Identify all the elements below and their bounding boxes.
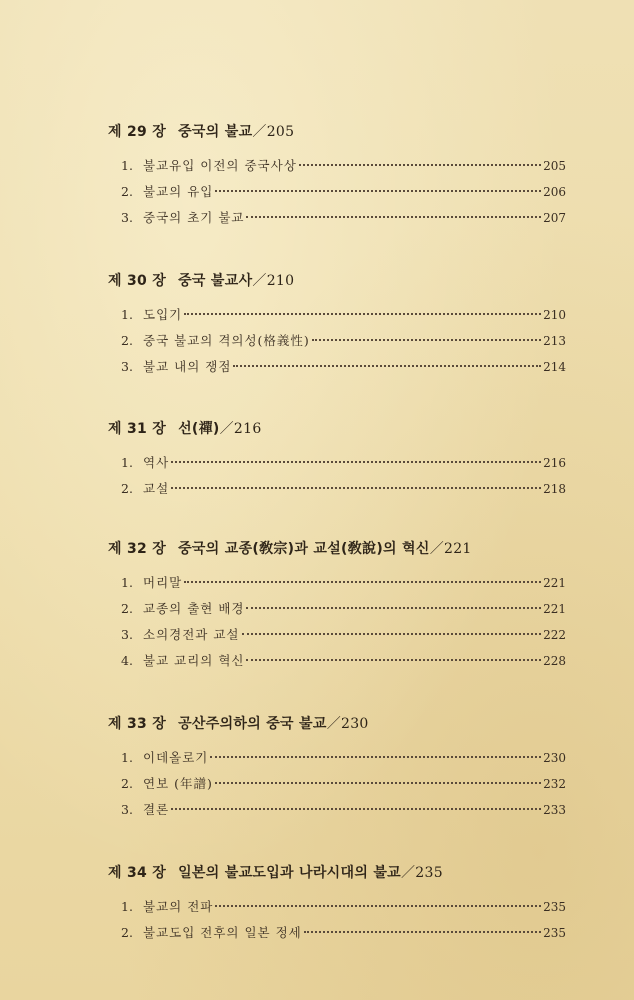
chapter-label: 제 31 장	[108, 421, 167, 437]
dot-leader	[215, 905, 541, 907]
chapter-29	[108, 120, 566, 231]
toc-entry	[108, 894, 566, 920]
chapter-title: 중국 불교사	[178, 273, 253, 289]
chapter-label: 제 30 장	[108, 273, 167, 289]
chapter-title: 중국의 불교	[178, 124, 253, 140]
toc-entry	[108, 797, 566, 823]
dot-leader	[171, 461, 541, 463]
dot-leader	[184, 313, 541, 315]
entry-title: 이데올로기	[143, 750, 209, 765]
dot-leader	[215, 190, 541, 192]
dot-leader	[233, 365, 541, 367]
entry-number: 1.	[121, 455, 133, 470]
dot-leader	[304, 931, 541, 933]
entry-page: 205	[543, 159, 566, 173]
chapter-heading	[108, 712, 566, 736]
entry-page: 221	[543, 576, 566, 590]
entry-page: 213	[543, 334, 566, 348]
entry-number: 2.	[121, 925, 133, 940]
dot-leader	[184, 581, 541, 583]
entry-number: 2.	[121, 184, 133, 199]
dot-leader	[210, 756, 541, 758]
chapter-heading	[108, 861, 566, 885]
entry-number: 1.	[121, 750, 133, 765]
dot-leader	[171, 487, 541, 489]
entry-page: 210	[543, 308, 566, 322]
entry-page: 207	[543, 211, 566, 225]
table-of-contents	[108, 120, 566, 946]
entry-title: 머리말	[143, 575, 183, 590]
entry-number: 1.	[121, 158, 133, 173]
chapter-page-ref: ／216	[219, 421, 262, 437]
toc-entry	[108, 476, 566, 502]
entry-page: 222	[543, 628, 566, 642]
dot-leader	[246, 216, 541, 218]
entry-title: 소의경전과 교설	[143, 627, 240, 642]
chapter-title: 공산주의하의 중국 불교	[178, 716, 327, 732]
chapter-30	[108, 269, 566, 380]
entry-number: 2.	[121, 333, 133, 348]
entry-page: 214	[543, 360, 566, 374]
toc-entry	[108, 771, 566, 797]
dot-leader	[246, 659, 541, 661]
entry-number: 1.	[121, 307, 133, 322]
entry-number: 3.	[121, 627, 133, 642]
entry-title: 도입기	[143, 307, 183, 322]
chapter-34	[108, 861, 566, 946]
chapter-title: 중국의 교종(敎宗)과 교설(敎說)의 혁신	[178, 541, 430, 557]
entry-number: 4.	[121, 653, 133, 668]
dot-leader	[312, 339, 541, 341]
entry-title: 교종의 출현 배경	[143, 601, 245, 616]
entry-page: 232	[543, 777, 566, 791]
entry-number: 1.	[121, 899, 133, 914]
chapter-32	[108, 537, 566, 674]
dot-leader	[299, 164, 541, 166]
toc-entry	[108, 328, 566, 354]
toc-entry	[108, 302, 566, 328]
entry-page: 221	[543, 602, 566, 616]
chapter-spacer	[108, 674, 566, 712]
entry-title: 불교 교리의 혁신	[143, 653, 245, 668]
chapter-heading	[108, 417, 566, 441]
toc-entry	[108, 596, 566, 622]
chapter-spacer	[108, 502, 566, 537]
toc-entry	[108, 745, 566, 771]
dot-leader	[171, 808, 541, 810]
chapter-spacer	[108, 823, 566, 861]
toc-entry	[108, 153, 566, 179]
entry-page: 235	[543, 900, 566, 914]
entry-title: 불교 내의 쟁점	[143, 359, 232, 374]
entry-title: 불교의 유입	[143, 184, 214, 199]
entry-page: 235	[543, 926, 566, 940]
chapter-heading	[108, 269, 566, 293]
toc-entry	[108, 450, 566, 476]
chapter-page-ref: ／210	[252, 273, 295, 289]
toc-entry	[108, 622, 566, 648]
entry-title: 중국 불교의 격의성(格義性)	[143, 333, 310, 348]
chapter-page-ref: ／221	[429, 541, 472, 557]
entry-page: 233	[543, 803, 566, 817]
chapter-heading	[108, 537, 566, 561]
toc-entry	[108, 354, 566, 380]
toc-entry	[108, 205, 566, 231]
toc-entry	[108, 920, 566, 946]
entry-number: 2.	[121, 776, 133, 791]
toc-entry	[108, 648, 566, 674]
entry-number: 3.	[121, 359, 133, 374]
chapter-label: 제 33 장	[108, 716, 167, 732]
entry-page: 216	[543, 456, 566, 470]
chapter-label: 제 29 장	[108, 124, 167, 140]
entry-number: 3.	[121, 210, 133, 225]
entry-number: 3.	[121, 802, 133, 817]
entry-page: 206	[543, 185, 566, 199]
chapter-title: 일본의 불교도입과 나라시대의 불교	[178, 865, 401, 881]
chapter-page-ref: ／235	[400, 865, 443, 881]
entry-page: 230	[543, 751, 566, 765]
entry-page: 218	[543, 482, 566, 496]
entry-title: 불교유입 이전의 중국사상	[143, 158, 297, 173]
chapter-label: 제 32 장	[108, 541, 167, 557]
entry-title: 역사	[143, 455, 170, 470]
chapter-spacer	[108, 231, 566, 269]
chapter-page-ref: ／205	[252, 124, 295, 140]
entry-title: 연보 (年譜)	[143, 776, 213, 791]
entry-title: 교설	[143, 481, 170, 496]
entry-page: 228	[543, 654, 566, 668]
chapter-label: 제 34 장	[108, 865, 167, 881]
chapter-page-ref: ／230	[326, 716, 369, 732]
entry-title: 불교의 전파	[143, 899, 214, 914]
entry-number: 2.	[121, 481, 133, 496]
chapter-title: 선(禪)	[178, 421, 220, 437]
chapter-31	[108, 417, 566, 502]
entry-number: 1.	[121, 575, 133, 590]
entry-title: 중국의 초기 불교	[143, 210, 245, 225]
toc-entry	[108, 179, 566, 205]
dot-leader	[246, 607, 541, 609]
entry-title: 결론	[143, 802, 170, 817]
dot-leader	[215, 782, 541, 784]
entry-title: 불교도입 전후의 일본 정세	[143, 925, 302, 940]
chapter-33	[108, 712, 566, 823]
chapter-spacer	[108, 380, 566, 417]
entry-number: 2.	[121, 601, 133, 616]
dot-leader	[242, 633, 542, 635]
chapter-heading	[108, 120, 566, 144]
toc-entry	[108, 570, 566, 596]
